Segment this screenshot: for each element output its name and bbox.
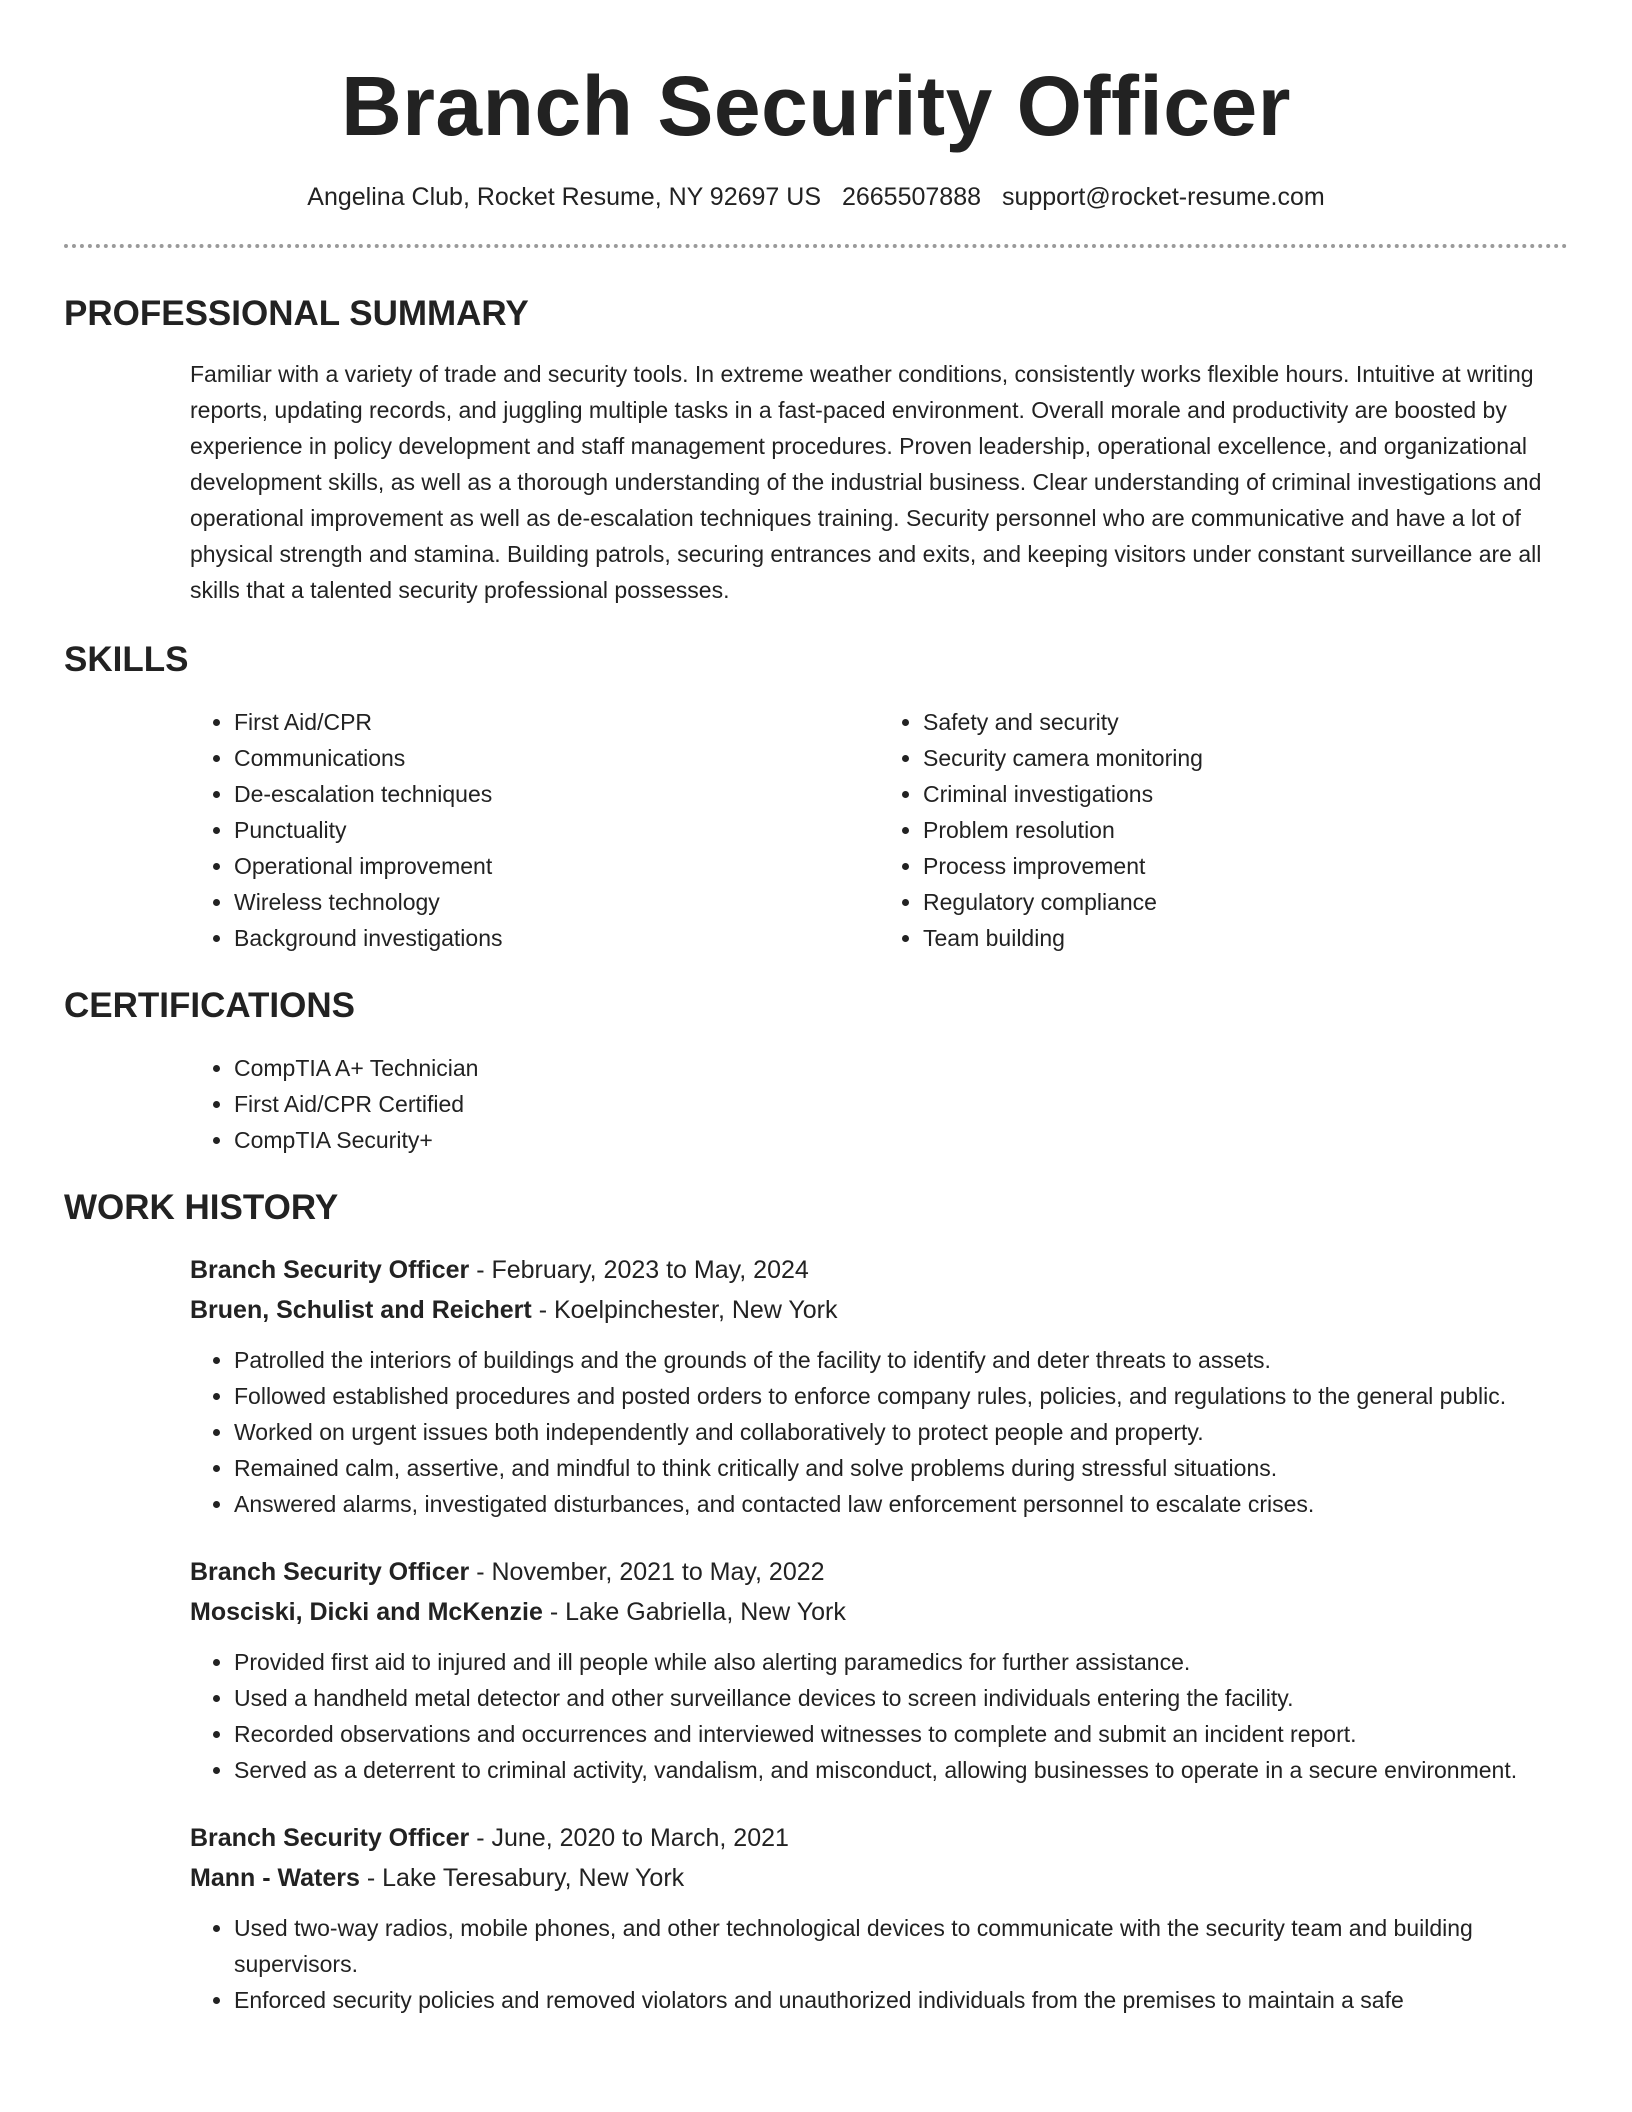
- job-bullet: • Followed established procedures and posted orders to enforce company rules, policies, and regulations to the general public.: [234, 1378, 1568, 1414]
- skill-item: • First Aid/CPR: [234, 704, 879, 740]
- job-bullets: [190, 1910, 1568, 2018]
- job-bullet: • Answered alarms, investigated disturbances, and contacted law enforcement personnel to escalate crises.: [234, 1486, 1568, 1522]
- job-role-line: [190, 1818, 1568, 1858]
- skill-item: • Problem resolution: [923, 812, 1568, 848]
- contact-address: Angelina Club, Rocket Resume, NY 92697 US: [307, 183, 822, 211]
- skill-item: • Wireless technology: [234, 884, 879, 920]
- skill-item: • De-escalation techniques: [234, 776, 879, 812]
- job-role: Branch Security Officer: [190, 1824, 470, 1852]
- job-bullet: • Patrolled the interiors of buildings and the grounds of the facility to identify and deter threats to assets.: [234, 1342, 1568, 1378]
- skill-item: • Punctuality: [234, 812, 879, 848]
- job-entry: [190, 1250, 1568, 1522]
- header-divider: [64, 244, 1568, 248]
- job-role-line: [190, 1552, 1568, 1592]
- resume-page: [64, 0, 1568, 2018]
- job-bullet: • Recorded observations and occurrences and interviewed witnesses to complete and submit an incident report.: [234, 1716, 1568, 1752]
- job-dates: - June, 2020 to March, 2021: [469, 1824, 789, 1852]
- skill-item: • Process improvement: [923, 848, 1568, 884]
- job-bullets: [190, 1342, 1568, 1522]
- summary-heading: PROFESSIONAL SUMMARY: [64, 294, 529, 333]
- job-company-line: [190, 1858, 1568, 1898]
- job-role: Branch Security Officer: [190, 1256, 470, 1284]
- skills-heading: SKILLS: [64, 640, 189, 679]
- certifications-heading: CERTIFICATIONS: [64, 986, 356, 1025]
- summary-text: Familiar with a variety of trade and security tools. In extreme weather conditions, consistently works flexible hours. Intuitive at writing reports, updating records, and juggling multiple tasks in a fast-paced environment. Overall morale and productivity are boosted by experience in policy development and staff management procedures. Proven leadership, operational excellence, and organizational development skills, as well as a thorough understanding of the industrial business. Clear understanding of criminal investigations and operational improvement as well as de-escalation techniques training. Security personnel who are communicative and have a lot of physical strength and stamina. Building patrols, securing entrances and exits, and keeping visitors under constant surveillance are all skills that a talented security professional possesses.: [190, 361, 1542, 603]
- job-location: - Lake Gabriella, New York: [542, 1598, 846, 1626]
- job-entry: [190, 1818, 1568, 2018]
- resume-name: Branch Security Officer: [341, 59, 1291, 153]
- skill-item: • Background investigations: [234, 920, 879, 956]
- skill-item: • Criminal investigations: [923, 776, 1568, 812]
- contact-email[interactable]: support@rocket-resume.com: [1001, 183, 1325, 211]
- skills-list-right: [879, 704, 1568, 956]
- skill-item: • Communications: [234, 740, 879, 776]
- job-bullet: • Remained calm, assertive, and mindful to think critically and solve problems during stressful situations.: [234, 1450, 1568, 1486]
- skill-item: • Team building: [923, 920, 1568, 956]
- job-bullets: [190, 1644, 1568, 1788]
- job-bullet: • Provided first aid to injured and ill people while also alerting paramedics for further assistance.: [234, 1644, 1568, 1680]
- skill-item: • Security camera monitoring: [923, 740, 1568, 776]
- certification-item: • CompTIA Security+: [234, 1122, 1568, 1158]
- job-company-line: [190, 1290, 1568, 1330]
- job-dates: - November, 2021 to May, 2022: [469, 1558, 825, 1586]
- job-dates: - February, 2023 to May, 2024: [469, 1256, 809, 1284]
- skills-columns: [190, 704, 1568, 956]
- skill-item: • Regulatory compliance: [923, 884, 1568, 920]
- job-company-line: [190, 1592, 1568, 1632]
- job-role: Branch Security Officer: [190, 1558, 470, 1586]
- job-company: Mosciski, Dicki and McKenzie: [190, 1598, 543, 1626]
- job-bullet: • Worked on urgent issues both independently and collaboratively to protect people and property.: [234, 1414, 1568, 1450]
- job-bullet: • Used two-way radios, mobile phones, and other technological devices to communicate with the security team and building supervisors.: [234, 1910, 1568, 1982]
- job-location: - Lake Teresabury, New York: [359, 1864, 685, 1892]
- certifications-list: [190, 1050, 1568, 1158]
- skills-list-left: [190, 704, 879, 956]
- contact-line: [64, 180, 1568, 214]
- work-history-heading: WORK HISTORY: [64, 1188, 339, 1227]
- job-company: Bruen, Schulist and Reichert: [190, 1296, 532, 1324]
- job-entry: [190, 1552, 1568, 1788]
- certification-item: • First Aid/CPR Certified: [234, 1086, 1568, 1122]
- certification-item: • CompTIA A+ Technician: [234, 1050, 1568, 1086]
- job-bullet: • Enforced security policies and removed violators and unauthorized individuals from the premises to maintain a safe: [234, 1982, 1568, 2018]
- job-location: - Koelpinchester, New York: [531, 1296, 838, 1324]
- skill-item: • Operational improvement: [234, 848, 879, 884]
- job-role-line: [190, 1250, 1568, 1290]
- contact-phone: 2665507888: [841, 183, 982, 211]
- skill-item: • Safety and security: [923, 704, 1568, 740]
- job-company: Mann - Waters: [190, 1864, 360, 1892]
- job-bullet: • Used a handheld metal detector and other surveillance devices to screen individuals entering the facility.: [234, 1680, 1568, 1716]
- job-bullet: • Served as a deterrent to criminal activity, vandalism, and misconduct, allowing businesses to operate in a secure environment.: [234, 1752, 1568, 1788]
